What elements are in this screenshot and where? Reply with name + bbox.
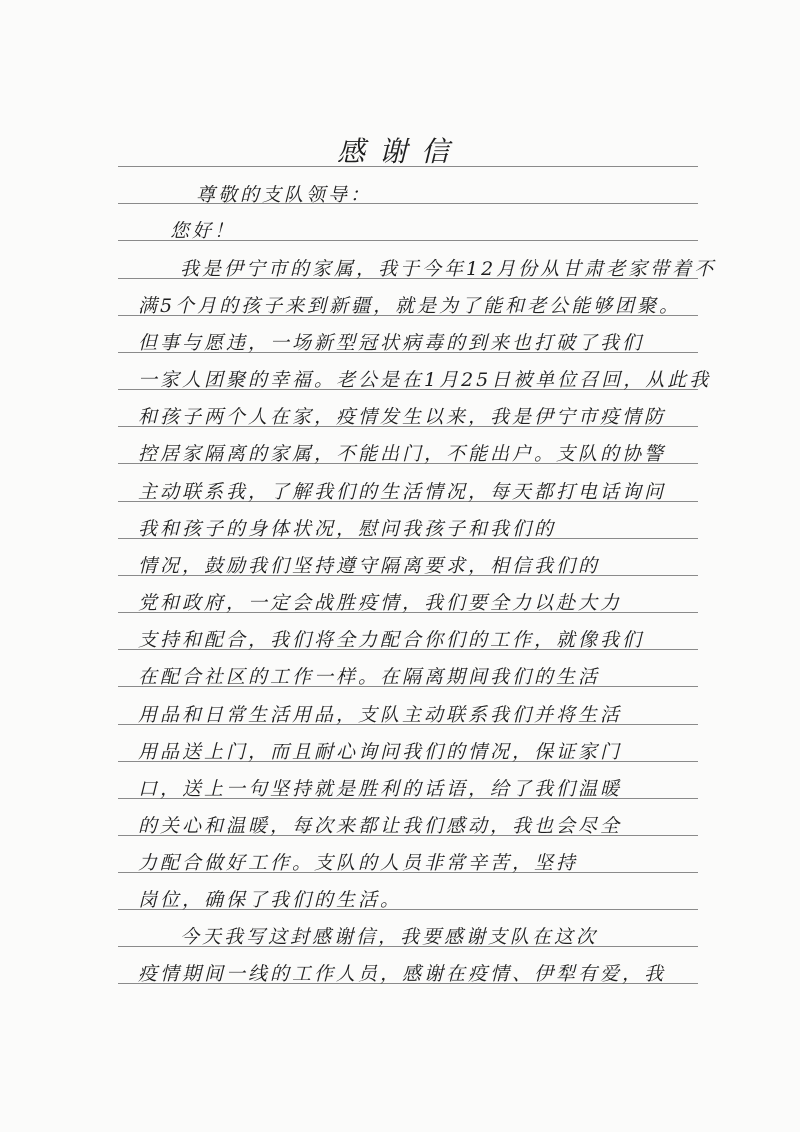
letter-body-line: 但事与愿违，一场新型冠状病毒的到来也打破了我们 [138, 332, 645, 354]
letter-title: 感谢信 [336, 135, 463, 168]
letter-body-line: 用品和日常生活用品，支队主动联系我们并将生活 [138, 704, 623, 726]
letter-salutation: 尊敬的支队领导： [196, 184, 373, 206]
letter-body-line: 口，送上一句坚持就是胜利的话语，给了我们温暖 [138, 778, 623, 800]
letter-greeting: 您好！ [170, 220, 237, 242]
letter-body-line: 岗位，确保了我们的生活。 [138, 889, 403, 911]
letter-body-line: 控居家隔离的家属，不能出门，不能出户。支队的协警 [138, 443, 667, 465]
letter-body-line: 我是伊宁市的家属，我于今年12月份从甘肃老家带着不 [180, 258, 717, 280]
letter-body-line: 情况，鼓励我们坚持遵守隔离要求，相信我们的 [138, 555, 601, 577]
letter-body-line: 和孩子两个人在家，疫情发生以来，我是伊宁市疫情防 [138, 406, 667, 428]
letter-body-line: 在配合社区的工作一样。在隔离期间我们的生活 [138, 666, 601, 688]
letter-body-line: 我和孩子的身体状况，慰问我孩子和我们的 [138, 518, 557, 540]
letter-body-line: 今天我写这封感谢信，我要感谢支队在这次 [180, 926, 599, 948]
letter-body-line: 疫情期间一线的工作人员，感谢在疫情、伊犁有爱，我 [138, 963, 667, 985]
letter-body-line: 支持和配合，我们将全力配合你们的工作，就像我们 [138, 629, 645, 651]
letter-body-line: 用品送上门，而且耐心询问我们的情况，保证家门 [138, 741, 623, 763]
letter-body-line: 党和政府，一定会战胜疫情，我们要全力以赴大力 [138, 592, 623, 614]
letter-body-line: 一家人团聚的幸福。老公是在1月25日被单位召回，从此我 [138, 369, 712, 391]
letter-body-line: 主动联系我，了解我们的生活情况，每天都打电话询问 [138, 481, 667, 503]
letter-body-line: 满5个月的孩子来到新疆，就是为了能和老公能够团聚。 [138, 295, 682, 317]
letter-body-line: 力配合做好工作。支队的人员非常辛苦，坚持 [138, 852, 579, 874]
letter-body-line: 的关心和温暖，每次来都让我们感动，我也会尽全 [138, 815, 623, 837]
